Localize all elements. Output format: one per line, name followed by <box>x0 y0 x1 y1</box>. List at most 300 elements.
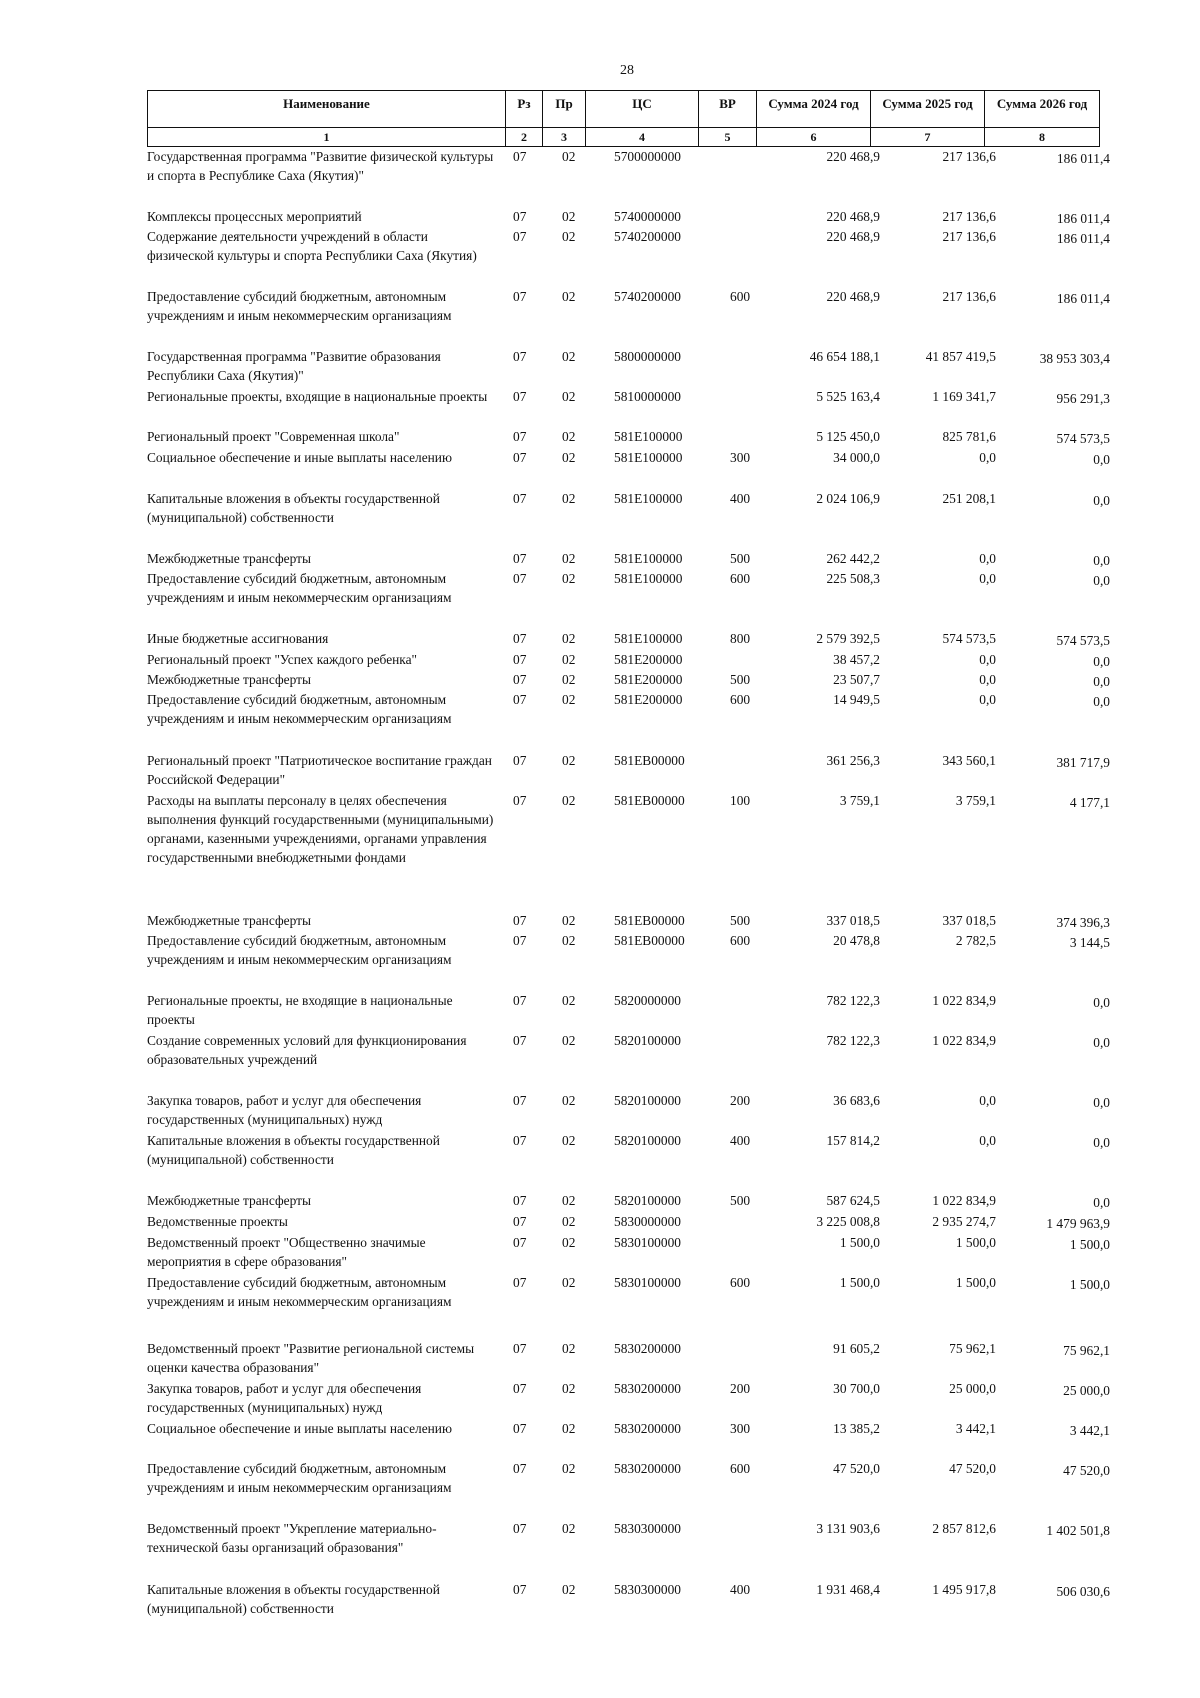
header-sum-2026: Сумма 2026 год <box>985 91 1100 128</box>
row-sum-2025: 0,0 <box>979 1133 996 1148</box>
row-sum-2026-value: 186 011,4 <box>1056 231 1110 246</box>
row-rz: 07 <box>513 229 527 244</box>
row-sum-2026 <box>1000 1379 1110 1398</box>
row-rz: 07 <box>513 1214 527 1229</box>
row-vr: 600 <box>730 1461 751 1476</box>
row-sum-2026 <box>1000 227 1110 246</box>
row-pr: 02 <box>562 1521 576 1536</box>
row-name: Создание современных условий для функционирования образовательных учреждений <box>147 1033 467 1067</box>
row-sum-2026 <box>1000 650 1110 669</box>
row-sum-2026-value: 381 717,9 <box>1056 755 1110 770</box>
row-sum-2026-value: 47 520,0 <box>1063 1463 1110 1478</box>
row-sum-2024: 220 468,9 <box>826 289 880 304</box>
row-vr: 500 <box>730 672 751 687</box>
row-cs: 5740200000 <box>614 229 681 244</box>
row-name: Предоставление субсидий бюджетным, автономным учреждениям и иным некоммерческим организациям <box>147 571 452 605</box>
row-vr: 500 <box>730 913 751 928</box>
row-rz: 07 <box>513 672 527 687</box>
header-name: Наименование <box>148 91 506 128</box>
row-pr: 02 <box>562 389 576 404</box>
row-sum-2026 <box>1000 1580 1110 1599</box>
row-pr: 02 <box>562 1193 576 1208</box>
row-name: Предоставление субсидий бюджетным, автономным учреждениям и иным некоммерческим организациям <box>147 1275 452 1309</box>
row-name: Предоставление субсидий бюджетным, автономным учреждениям и иным некоммерческим организациям <box>147 933 452 967</box>
row-rz: 07 <box>513 1461 527 1476</box>
row-sum-2026 <box>1000 690 1110 709</box>
row-cs: 5810000000 <box>614 389 681 404</box>
row-sum-2024: 30 700,0 <box>833 1381 880 1396</box>
row-rz: 07 <box>513 1033 527 1048</box>
row-sum-2026 <box>1000 1273 1110 1292</box>
row-sum-2024: 5 125 450,0 <box>816 429 880 444</box>
row-cs: 5830100000 <box>614 1275 681 1290</box>
row-name: Иные бюджетные ассигнования <box>147 631 329 646</box>
row-sum-2026-value: 0,0 <box>1093 1135 1110 1150</box>
row-cs: 581EB00000 <box>614 913 685 928</box>
row-cs: 5800000000 <box>614 349 681 364</box>
row-vr: 600 <box>730 933 751 948</box>
row-sum-2026 <box>1000 670 1110 689</box>
row-sum-2024: 225 508,3 <box>826 571 880 586</box>
row-sum-2024: 46 654 188,1 <box>809 349 880 364</box>
row-sum-2026 <box>1000 1519 1110 1538</box>
row-cs: 581E100000 <box>614 631 683 646</box>
row-name: Предоставление субсидий бюджетным, автономным учреждениям и иным некоммерческим организациям <box>147 1461 452 1495</box>
row-pr: 02 <box>562 692 576 707</box>
row-sum-2026-value: 0,0 <box>1093 995 1110 1010</box>
row-sum-2026-value: 0,0 <box>1093 674 1110 689</box>
row-pr: 02 <box>562 652 576 667</box>
row-pr: 02 <box>562 793 576 808</box>
row-sum-2026-value: 0,0 <box>1093 553 1110 568</box>
row-sum-2026-value: 186 011,4 <box>1056 151 1110 166</box>
row-cs: 5740000000 <box>614 209 681 224</box>
header-rz: Рз <box>506 91 543 128</box>
row-pr: 02 <box>562 993 576 1008</box>
row-cs: 5830100000 <box>614 1235 681 1250</box>
row-cs: 581EB00000 <box>614 933 685 948</box>
row-sum-2026 <box>1000 147 1110 166</box>
row-sum-2024: 1 500,0 <box>839 1235 880 1250</box>
column-number: 2 <box>506 128 543 147</box>
row-pr: 02 <box>562 933 576 948</box>
row-cs: 581E100000 <box>614 551 683 566</box>
row-sum-2026-value: 186 011,4 <box>1056 291 1110 306</box>
row-name: Региональный проект "Современная школа" <box>147 429 400 444</box>
row-sum-2025: 41 857 419,5 <box>925 349 996 364</box>
row-name: Региональный проект "Успех каждого ребенка" <box>147 652 418 667</box>
row-cs: 581E200000 <box>614 652 683 667</box>
row-pr: 02 <box>562 429 576 444</box>
row-sum-2025: 3 442,1 <box>955 1421 996 1436</box>
row-sum-2026-value: 0,0 <box>1093 452 1110 467</box>
row-rz: 07 <box>513 571 527 586</box>
row-sum-2025: 1 022 834,9 <box>932 1193 996 1208</box>
row-pr: 02 <box>562 229 576 244</box>
row-sum-2024: 3 759,1 <box>839 793 880 808</box>
row-sum-2026-value: 0,0 <box>1093 1195 1110 1210</box>
row-pr: 02 <box>562 1381 576 1396</box>
row-sum-2024: 5 525 163,4 <box>816 389 880 404</box>
row-rz: 07 <box>513 1193 527 1208</box>
row-vr: 200 <box>730 1093 751 1108</box>
row-name: Закупка товаров, работ и услуг для обеспечения государственных (муниципальных) нужд <box>147 1093 422 1127</box>
row-sum-2025: 3 759,1 <box>955 793 996 808</box>
row-vr: 400 <box>730 491 751 506</box>
row-sum-2025: 0,0 <box>979 672 996 687</box>
row-sum-2026 <box>1000 1212 1110 1231</box>
row-sum-2024: 2 579 392,5 <box>816 631 880 646</box>
row-name: Ведомственный проект "Общественно значимые мероприятия в сфере образования" <box>147 1235 426 1269</box>
row-pr: 02 <box>562 1214 576 1229</box>
row-sum-2026 <box>1000 207 1110 226</box>
row-sum-2024: 361 256,3 <box>826 753 880 768</box>
row-cs: 581E100000 <box>614 571 683 586</box>
row-sum-2024: 38 457,2 <box>833 652 880 667</box>
row-sum-2025: 574 573,5 <box>942 631 996 646</box>
row-name: Комплексы процессных мероприятий <box>147 209 362 224</box>
row-rz: 07 <box>513 450 527 465</box>
row-sum-2025: 25 000,0 <box>949 1381 996 1396</box>
row-sum-2026 <box>1000 489 1110 508</box>
row-rz: 07 <box>513 1275 527 1290</box>
row-cs: 581EB00000 <box>614 793 685 808</box>
row-pr: 02 <box>562 1133 576 1148</box>
row-sum-2025: 0,0 <box>979 551 996 566</box>
row-sum-2024: 47 520,0 <box>833 1461 880 1476</box>
row-cs: 581E100000 <box>614 450 683 465</box>
row-cs: 5820100000 <box>614 1033 681 1048</box>
row-name: Закупка товаров, работ и услуг для обеспечения государственных (муниципальных) нужд <box>147 1381 422 1415</box>
row-vr: 600 <box>730 289 751 304</box>
row-cs: 5700000000 <box>614 149 681 164</box>
row-vr: 600 <box>730 692 751 707</box>
row-name: Социальное обеспечение и иные выплаты населению <box>147 450 452 465</box>
row-rz: 07 <box>513 349 527 364</box>
row-cs: 581EB00000 <box>614 753 685 768</box>
row-sum-2025: 251 208,1 <box>942 491 996 506</box>
row-pr: 02 <box>562 209 576 224</box>
row-sum-2025: 1 500,0 <box>955 1235 996 1250</box>
row-sum-2024: 34 000,0 <box>833 450 880 465</box>
row-vr: 600 <box>730 571 751 586</box>
row-sum-2026 <box>1000 1091 1110 1110</box>
row-rz: 07 <box>513 1421 527 1436</box>
row-sum-2024: 36 683,6 <box>833 1093 880 1108</box>
row-name: Расходы на выплаты персоналу в целях обеспечения выполнения функций государственными (муниципальными) органами, казенными учреждениями, органами управления государственными внебюджетными фондами <box>147 793 494 865</box>
row-sum-2026-value: 574 573,5 <box>1056 431 1110 446</box>
row-name: Межбюджетные трансферты <box>147 672 311 687</box>
row-rz: 07 <box>513 933 527 948</box>
row-cs: 5820100000 <box>614 1093 681 1108</box>
row-rz: 07 <box>513 1093 527 1108</box>
row-cs: 5820100000 <box>614 1133 681 1148</box>
row-name: Государственная программа "Развитие физической культуры и спорта в Республике Саха (Якутия)" <box>147 149 494 183</box>
row-name: Государственная программа "Развитие образования Республики Саха (Якутия)" <box>147 349 441 383</box>
row-sum-2026 <box>1000 448 1110 467</box>
row-rz: 07 <box>513 1381 527 1396</box>
row-sum-2024: 3 225 008,8 <box>816 1214 880 1229</box>
row-sum-2026 <box>1000 1233 1110 1252</box>
row-rz: 07 <box>513 1235 527 1250</box>
row-vr: 400 <box>730 1582 751 1597</box>
row-vr: 800 <box>730 631 751 646</box>
row-sum-2024: 587 624,5 <box>826 1193 880 1208</box>
row-rz: 07 <box>513 631 527 646</box>
row-sum-2026-value: 0,0 <box>1093 1035 1110 1050</box>
row-cs: 581E100000 <box>614 429 683 444</box>
row-sum-2024: 20 478,8 <box>833 933 880 948</box>
row-name: Предоставление субсидий бюджетным, автономным учреждениям и иным некоммерческим организациям <box>147 289 452 323</box>
row-name: Социальное обеспечение и иные выплаты населению <box>147 1421 452 1436</box>
row-sum-2025: 825 781,6 <box>942 429 996 444</box>
row-rz: 07 <box>513 1521 527 1536</box>
row-sum-2024: 337 018,5 <box>826 913 880 928</box>
row-cs: 5830200000 <box>614 1381 681 1396</box>
row-pr: 02 <box>562 1033 576 1048</box>
row-sum-2025: 217 136,6 <box>942 289 996 304</box>
row-sum-2026 <box>1000 1131 1110 1150</box>
row-sum-2024: 23 507,7 <box>833 672 880 687</box>
row-sum-2026-value: 1 500,0 <box>1069 1277 1110 1292</box>
row-sum-2025: 217 136,6 <box>942 209 996 224</box>
row-pr: 02 <box>562 1235 576 1250</box>
row-sum-2026-value: 574 573,5 <box>1056 633 1110 648</box>
row-sum-2025: 1 500,0 <box>955 1275 996 1290</box>
row-sum-2026 <box>1000 549 1110 568</box>
row-sum-2024: 2 024 106,9 <box>816 491 880 506</box>
row-sum-2026-value: 4 177,1 <box>1069 795 1110 810</box>
row-vr: 100 <box>730 793 751 808</box>
row-sum-2024: 1 931 468,4 <box>816 1582 880 1597</box>
row-sum-2024: 91 605,2 <box>833 1341 880 1356</box>
row-rz: 07 <box>513 429 527 444</box>
row-pr: 02 <box>562 551 576 566</box>
row-sum-2026 <box>1000 347 1110 366</box>
row-sum-2026 <box>1000 1031 1110 1050</box>
row-cs: 5830000000 <box>614 1214 681 1229</box>
row-rz: 07 <box>513 692 527 707</box>
row-sum-2024: 782 122,3 <box>826 993 880 1008</box>
row-name: Ведомственные проекты <box>147 1214 288 1229</box>
row-sum-2025: 0,0 <box>979 571 996 586</box>
row-name: Ведомственный проект "Укрепление материально-технической базы организаций образования" <box>147 1521 437 1555</box>
row-rz: 07 <box>513 389 527 404</box>
row-sum-2026 <box>1000 629 1110 648</box>
row-pr: 02 <box>562 672 576 687</box>
row-sum-2024: 157 814,2 <box>826 1133 880 1148</box>
row-sum-2026 <box>1000 1419 1110 1438</box>
row-sum-2026-value: 38 953 303,4 <box>1039 351 1110 366</box>
row-sum-2025: 0,0 <box>979 1093 996 1108</box>
row-sum-2025: 0,0 <box>979 692 996 707</box>
row-name: Ведомственный проект "Развитие региональной системы оценки качества образования" <box>147 1341 475 1375</box>
header-pr: Пр <box>543 91 586 128</box>
row-rz: 07 <box>513 149 527 164</box>
row-sum-2026 <box>1000 427 1110 446</box>
row-vr: 500 <box>730 551 751 566</box>
row-sum-2026-value: 374 396,3 <box>1056 915 1110 930</box>
row-cs: 5830200000 <box>614 1421 681 1436</box>
row-sum-2025: 47 520,0 <box>949 1461 996 1476</box>
column-number: 5 <box>699 128 757 147</box>
row-sum-2026-value: 0,0 <box>1093 694 1110 709</box>
row-sum-2025: 0,0 <box>979 652 996 667</box>
column-number: 1 <box>148 128 506 147</box>
row-rz: 07 <box>513 1582 527 1597</box>
row-sum-2026-value: 1 479 963,9 <box>1046 1216 1110 1231</box>
row-cs: 5830300000 <box>614 1582 681 1597</box>
row-sum-2025: 0,0 <box>979 450 996 465</box>
row-pr: 02 <box>562 753 576 768</box>
row-sum-2026-value: 1 500,0 <box>1069 1237 1110 1252</box>
row-sum-2026-value: 956 291,3 <box>1056 391 1110 406</box>
row-sum-2026 <box>1000 387 1110 406</box>
row-sum-2025: 1 495 917,8 <box>932 1582 996 1597</box>
row-sum-2025: 217 136,6 <box>942 149 996 164</box>
header-sum-2024: Сумма 2024 год <box>757 91 871 128</box>
row-sum-2026 <box>1000 911 1110 930</box>
row-name: Капитальные вложения в объекты государственной (муниципальной) собственности <box>147 491 440 525</box>
row-pr: 02 <box>562 289 576 304</box>
row-sum-2026 <box>1000 991 1110 1010</box>
row-sum-2026 <box>1000 569 1110 588</box>
row-cs: 5820100000 <box>614 1193 681 1208</box>
row-rz: 07 <box>513 913 527 928</box>
row-name: Региональные проекты, входящие в национальные проекты <box>147 389 488 404</box>
row-cs: 5830300000 <box>614 1521 681 1536</box>
row-name: Капитальные вложения в объекты государственной (муниципальной) собственности <box>147 1133 440 1167</box>
row-sum-2026-value: 0,0 <box>1093 1095 1110 1110</box>
row-sum-2024: 220 468,9 <box>826 209 880 224</box>
row-rz: 07 <box>513 289 527 304</box>
row-sum-2025: 75 962,1 <box>949 1341 996 1356</box>
row-sum-2025: 1 022 834,9 <box>932 1033 996 1048</box>
header-cs: ЦС <box>586 91 699 128</box>
column-number: 4 <box>586 128 699 147</box>
row-pr: 02 <box>562 1461 576 1476</box>
row-sum-2026 <box>1000 287 1110 306</box>
row-cs: 5830200000 <box>614 1341 681 1356</box>
row-pr: 02 <box>562 149 576 164</box>
row-pr: 02 <box>562 913 576 928</box>
row-sum-2026-value: 506 030,6 <box>1056 1584 1110 1599</box>
row-rz: 07 <box>513 1341 527 1356</box>
row-sum-2024: 14 949,5 <box>833 692 880 707</box>
row-sum-2024: 782 122,3 <box>826 1033 880 1048</box>
row-sum-2024: 3 131 903,6 <box>816 1521 880 1536</box>
row-sum-2025: 2 782,5 <box>955 933 996 948</box>
row-sum-2026 <box>1000 931 1110 950</box>
column-number: 3 <box>543 128 586 147</box>
row-sum-2026-value: 0,0 <box>1093 493 1110 508</box>
row-cs: 581E200000 <box>614 692 683 707</box>
row-name: Капитальные вложения в объекты государственной (муниципальной) собственности <box>147 1582 440 1616</box>
row-vr: 300 <box>730 450 751 465</box>
row-sum-2026 <box>1000 751 1110 770</box>
row-name: Межбюджетные трансферты <box>147 551 311 566</box>
row-rz: 07 <box>513 993 527 1008</box>
row-pr: 02 <box>562 571 576 586</box>
row-sum-2025: 1 169 341,7 <box>932 389 996 404</box>
row-sum-2026-value: 75 962,1 <box>1063 1343 1110 1358</box>
row-sum-2025: 337 018,5 <box>942 913 996 928</box>
header-vr: ВР <box>699 91 757 128</box>
row-pr: 02 <box>562 1275 576 1290</box>
row-sum-2026 <box>1000 1339 1110 1358</box>
row-sum-2026-value: 3 144,5 <box>1069 935 1110 950</box>
row-sum-2026 <box>1000 791 1110 810</box>
row-rz: 07 <box>513 1133 527 1148</box>
row-name: Межбюджетные трансферты <box>147 1193 311 1208</box>
row-cs: 5820000000 <box>614 993 681 1008</box>
row-rz: 07 <box>513 652 527 667</box>
row-pr: 02 <box>562 1093 576 1108</box>
row-sum-2026-value: 25 000,0 <box>1063 1383 1110 1398</box>
row-vr: 600 <box>730 1275 751 1290</box>
row-sum-2025: 1 022 834,9 <box>932 993 996 1008</box>
row-sum-2026-value: 0,0 <box>1093 654 1110 669</box>
row-name: Региональные проекты, не входящие в национальные проекты <box>147 993 453 1027</box>
row-sum-2026-value: 186 011,4 <box>1056 211 1110 226</box>
row-vr: 300 <box>730 1421 751 1436</box>
row-vr: 400 <box>730 1133 751 1148</box>
row-sum-2026 <box>1000 1459 1110 1478</box>
row-sum-2025: 217 136,6 <box>942 229 996 244</box>
row-name: Предоставление субсидий бюджетным, автономным учреждениям и иным некоммерческим организациям <box>147 692 452 726</box>
row-pr: 02 <box>562 1421 576 1436</box>
row-name: Содержание деятельности учреждений в области физической культуры и спорта Республики Саха (Якутия) <box>147 229 477 263</box>
row-sum-2024: 220 468,9 <box>826 149 880 164</box>
row-rz: 07 <box>513 551 527 566</box>
row-sum-2024: 262 442,2 <box>826 551 880 566</box>
row-name: Межбюджетные трансферты <box>147 913 311 928</box>
row-vr: 200 <box>730 1381 751 1396</box>
row-sum-2026 <box>1000 1191 1110 1210</box>
row-rz: 07 <box>513 753 527 768</box>
row-vr: 500 <box>730 1193 751 1208</box>
row-cs: 5740200000 <box>614 289 681 304</box>
row-pr: 02 <box>562 1582 576 1597</box>
row-name: Региональный проект "Патриотическое воспитание граждан Российской Федерации" <box>147 753 492 787</box>
row-sum-2024: 220 468,9 <box>826 229 880 244</box>
column-number: 6 <box>757 128 871 147</box>
row-pr: 02 <box>562 349 576 364</box>
row-pr: 02 <box>562 631 576 646</box>
row-pr: 02 <box>562 1341 576 1356</box>
row-pr: 02 <box>562 491 576 506</box>
row-sum-2025: 343 560,1 <box>942 753 996 768</box>
row-sum-2025: 2 935 274,7 <box>932 1214 996 1229</box>
row-sum-2024: 1 500,0 <box>839 1275 880 1290</box>
row-sum-2026-value: 1 402 501,8 <box>1046 1523 1110 1538</box>
column-number: 8 <box>985 128 1100 147</box>
row-cs: 581E100000 <box>614 491 683 506</box>
row-sum-2026-value: 3 442,1 <box>1069 1423 1110 1438</box>
column-number: 7 <box>871 128 985 147</box>
header-sum-2025: Сумма 2025 год <box>871 91 985 128</box>
row-rz: 07 <box>513 793 527 808</box>
row-sum-2025: 2 857 812,6 <box>932 1521 996 1536</box>
row-sum-2026-value: 0,0 <box>1093 573 1110 588</box>
row-cs: 5830200000 <box>614 1461 681 1476</box>
page-number: 28 <box>620 63 634 78</box>
row-rz: 07 <box>513 491 527 506</box>
row-cs: 581E200000 <box>614 672 683 687</box>
row-pr: 02 <box>562 450 576 465</box>
row-sum-2024: 13 385,2 <box>833 1421 880 1436</box>
row-rz: 07 <box>513 209 527 224</box>
